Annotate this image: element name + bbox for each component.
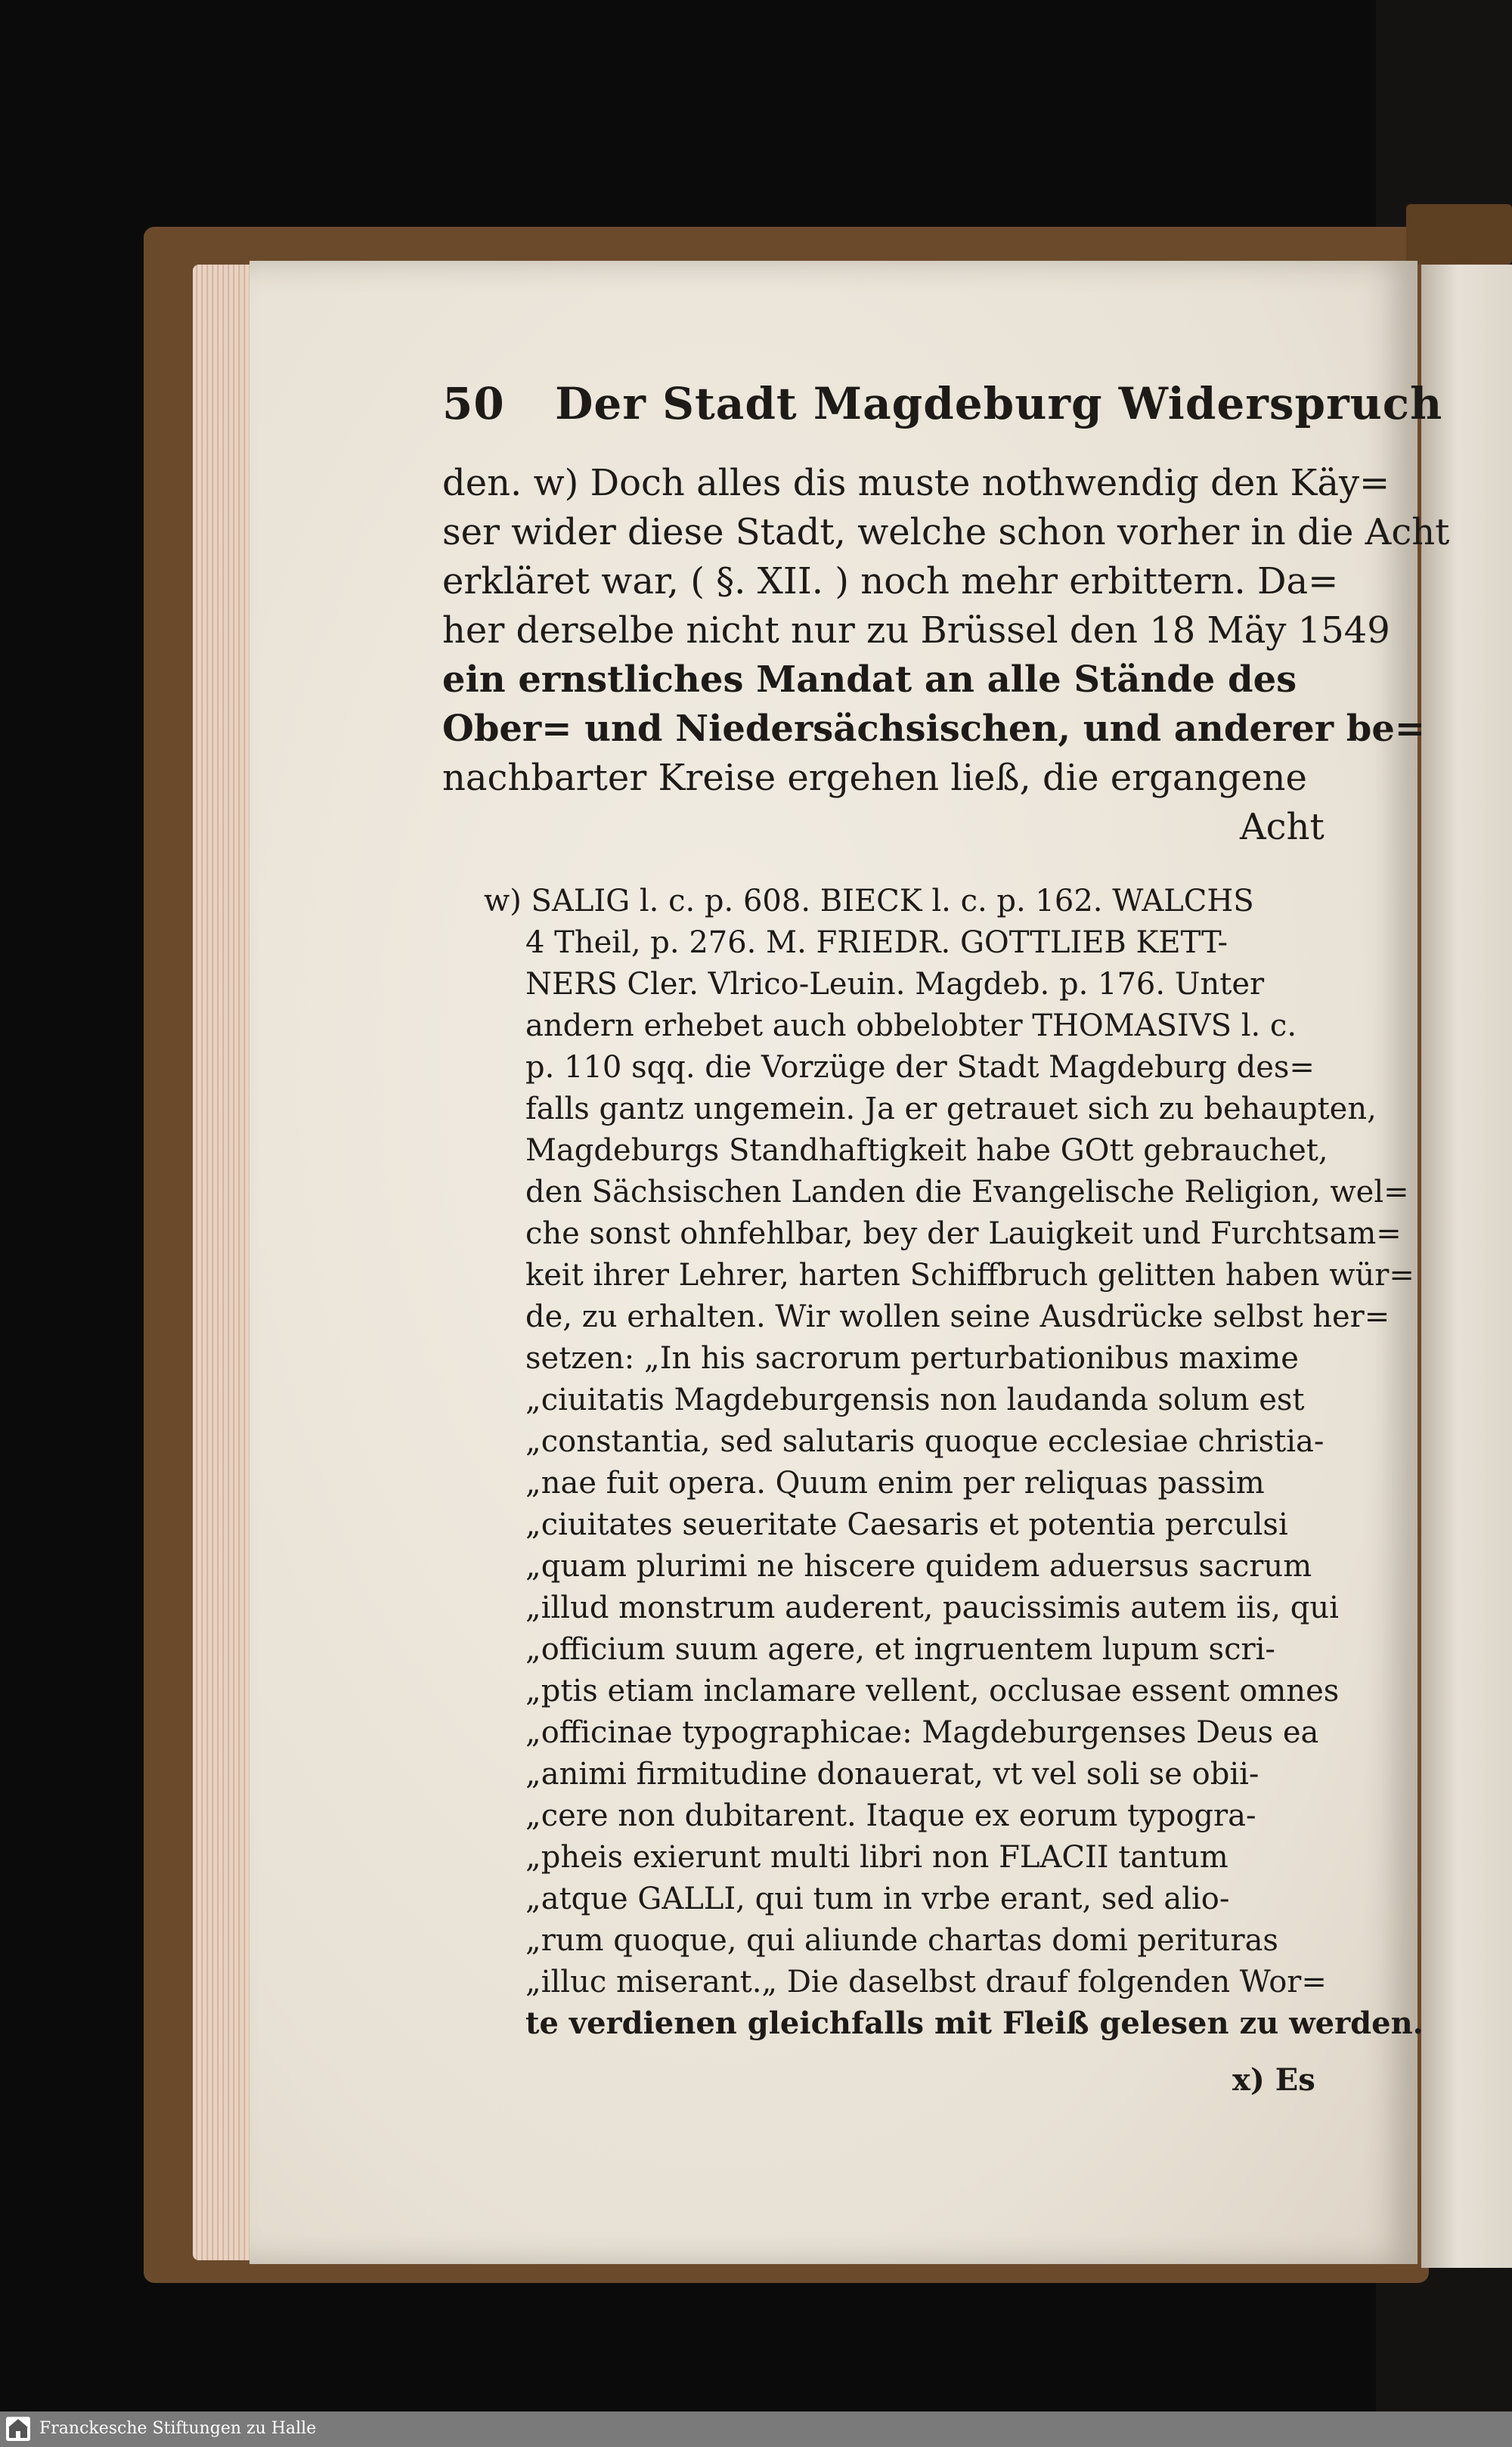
- footnote-line: falls gantz ungemein. Ja er getrauet sich zu behaupten,: [525, 1092, 1377, 1126]
- footnote-line: „cere non dubitarent. Itaque ex eorum typogra-: [525, 1798, 1256, 1833]
- footnote-line: „ciuitatis Magdeburgensis non laudanda solum est: [525, 1383, 1305, 1417]
- footnote-line: „officinae typographicae: Magdeburgenses Deus ea: [525, 1715, 1319, 1750]
- footnote-line: keit ihrer Lehrer, harten Schiffbruch gelitten haben wür=: [525, 1258, 1414, 1293]
- facing-page-strip: [1421, 265, 1512, 2268]
- footnote-line: „animi firmitudine donauerat, vt vel soli se obii-: [525, 1757, 1259, 1792]
- footnote-line: „illud monstrum auderent, paucissimis autem iis, qui: [525, 1591, 1339, 1625]
- footnote-line: „illuc miserant.„ Die daselbst drauf folgenden Wor=: [525, 1965, 1327, 1999]
- footnote-line: den Sächsischen Landen die Evangelische Religion, wel=: [525, 1175, 1409, 1210]
- footnote-line: „nae fuit opera. Quum enim per reliquas passim: [525, 1466, 1265, 1501]
- footnote-line: „quam plurimi ne hiscere quidem aduersus sacrum: [525, 1549, 1312, 1584]
- footer-institution: Franckesche Stiftungen zu Halle: [39, 2419, 317, 2438]
- footnote-line: andern erhebet auch obbelobter THOMASIVS l. c.: [525, 1008, 1297, 1043]
- footnote-line: che sonst ohnfehlbar, bey der Lauigkeit und Furchtsam=: [525, 1216, 1402, 1251]
- main-line: den. w) Doch alles dis muste nothwendig den Käy=: [442, 462, 1390, 504]
- footnote-line: „pheis exierunt multi libri non FLACII tantum: [525, 1840, 1228, 1875]
- main-line: ser wider diese Stadt, welche schon vorher in die Acht: [442, 511, 1450, 553]
- next-page-edge: [1406, 204, 1512, 265]
- footnote-line: setzen: „In his sacrorum perturbationibus maxime: [525, 1341, 1299, 1376]
- catchword-bottom: x) Es: [1232, 2062, 1315, 2098]
- main-line: ein ernstliches Mandat an alle Stände des: [442, 658, 1297, 701]
- running-head: [442, 378, 1442, 429]
- main-line: nachbarter Kreise ergehen ließ, die ergangene: [442, 757, 1307, 799]
- footnote-line: „officium suum agere, et ingruentem lupum scri-: [525, 1632, 1275, 1667]
- page-number: 50: [442, 378, 505, 429]
- footnote-line: Magdeburgs Standhaftigkeit habe GOtt gebrauchet,: [525, 1133, 1328, 1168]
- footnote-line: „ptis etiam inclamare vellent, occlusae essent omnes: [525, 1674, 1340, 1708]
- footnote-line: „constantia, sed salutaris quoque ecclesiae christia-: [525, 1424, 1325, 1459]
- footnote-line: de, zu erhalten. Wir wollen seine Ausdrücke selbst her=: [525, 1299, 1390, 1334]
- footnote-line: „ciuitates seueritate Caesaris et potentia perculsi: [525, 1507, 1288, 1542]
- footnote-line: NERS Cler. Vlrico-Leuin. Magdeb. p. 176. Unter: [525, 967, 1265, 1002]
- catchword-top: Acht: [1240, 806, 1325, 848]
- main-line: her derselbe nicht nur zu Brüssel den 18 Mäy 1549: [442, 609, 1390, 652]
- institution-logo-icon: [6, 2417, 30, 2441]
- footnote-line: „rum quoque, qui aliunde chartas domi perituras: [525, 1923, 1278, 1958]
- footnote-line: w) SALIG l. c. p. 608. BIECK l. c. p. 162. WALCHS: [484, 884, 1254, 918]
- footnote-line: te verdienen gleichfalls mit Fleiß gelesen zu werden.: [525, 2006, 1424, 2041]
- footnote-line: 4 Theil, p. 276. M. FRIEDR. GOTTLIEB KETT-: [525, 925, 1228, 960]
- footnote-line: p. 110 sqq. die Vorzüge der Stadt Magdeburg des=: [525, 1050, 1315, 1085]
- footnote-line: „atque GALLI, qui tum in vrbe erant, sed alio-: [525, 1882, 1230, 1916]
- main-line: erkläret war, ( §. XII. ) noch mehr erbittern. Da=: [442, 560, 1339, 602]
- running-head-title: Der Stadt Magdeburg Widerspruch: [555, 378, 1443, 429]
- main-line: Ober= und Niedersächsischen, und anderer be=: [442, 708, 1426, 750]
